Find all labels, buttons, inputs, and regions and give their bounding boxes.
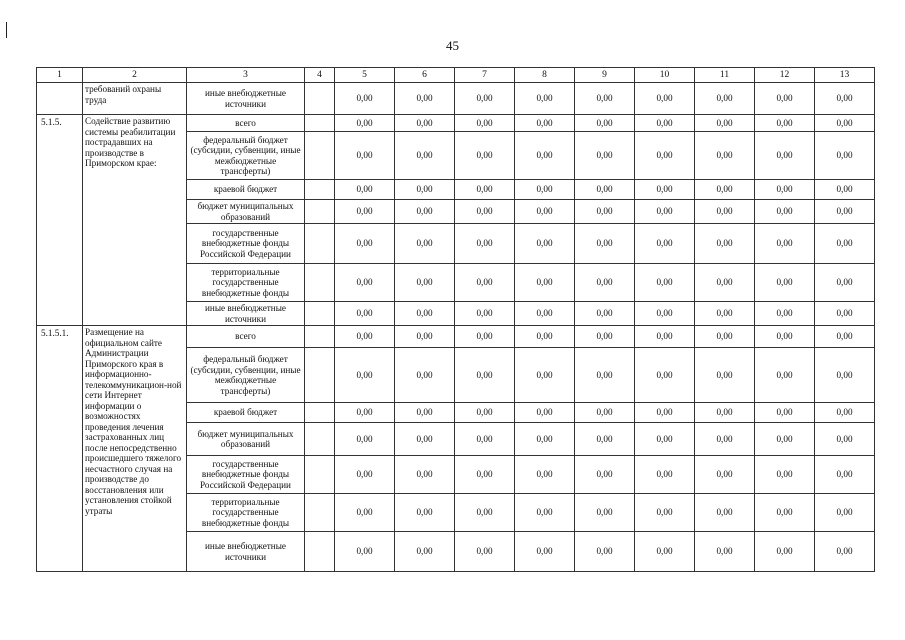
- column-header: 6: [395, 68, 455, 83]
- column-header: 8: [515, 68, 575, 83]
- value-cell: 0,00: [455, 224, 515, 264]
- value-cell: 0,00: [755, 423, 815, 456]
- value-cell: 0,00: [695, 200, 755, 224]
- value-cell: 0,00: [575, 456, 635, 494]
- value-cell: 0,00: [635, 326, 695, 348]
- value-cell: 0,00: [395, 348, 455, 403]
- value-cell: 0,00: [755, 132, 815, 180]
- funding-source: всего: [187, 326, 305, 348]
- value-cell: 0,00: [695, 132, 755, 180]
- value-cell: 0,00: [335, 132, 395, 180]
- value-cell: 0,00: [815, 494, 875, 532]
- value-cell: 0,00: [575, 224, 635, 264]
- value-cell: 0,00: [455, 532, 515, 572]
- value-cell: 0,00: [515, 224, 575, 264]
- empty-cell: [305, 132, 335, 180]
- value-cell: 0,00: [575, 132, 635, 180]
- value-cell: 0,00: [335, 264, 395, 302]
- table-row: [37, 115, 875, 132]
- value-cell: 0,00: [635, 83, 695, 115]
- funding-source: иные внебюджетные источники: [187, 532, 305, 572]
- value-cell: 0,00: [455, 326, 515, 348]
- table-row: [37, 83, 875, 115]
- value-cell: 0,00: [455, 302, 515, 326]
- value-cell: 0,00: [575, 403, 635, 423]
- value-cell: 0,00: [335, 326, 395, 348]
- column-number-row: [37, 68, 875, 83]
- value-cell: 0,00: [395, 423, 455, 456]
- empty-cell: [305, 180, 335, 200]
- value-cell: 0,00: [575, 83, 635, 115]
- value-cell: 0,00: [695, 348, 755, 403]
- value-cell: 0,00: [635, 115, 695, 132]
- value-cell: 0,00: [695, 224, 755, 264]
- value-cell: 0,00: [575, 423, 635, 456]
- value-cell: 0,00: [575, 532, 635, 572]
- value-cell: 0,00: [395, 115, 455, 132]
- value-cell: 0,00: [755, 302, 815, 326]
- value-cell: 0,00: [575, 200, 635, 224]
- funding-source: территориальные государственные внебюджетные фонды: [187, 264, 305, 302]
- value-cell: 0,00: [815, 115, 875, 132]
- value-cell: 0,00: [335, 532, 395, 572]
- value-cell: 0,00: [815, 403, 875, 423]
- value-cell: 0,00: [515, 348, 575, 403]
- value-cell: 0,00: [455, 132, 515, 180]
- value-cell: 0,00: [755, 326, 815, 348]
- funding-source: краевой бюджет: [187, 180, 305, 200]
- value-cell: 0,00: [635, 456, 695, 494]
- value-cell: 0,00: [815, 302, 875, 326]
- value-cell: 0,00: [335, 403, 395, 423]
- value-cell: 0,00: [695, 532, 755, 572]
- value-cell: 0,00: [575, 348, 635, 403]
- empty-cell: [305, 423, 335, 456]
- value-cell: 0,00: [335, 456, 395, 494]
- value-cell: 0,00: [755, 348, 815, 403]
- value-cell: 0,00: [455, 348, 515, 403]
- value-cell: 0,00: [755, 115, 815, 132]
- value-cell: 0,00: [335, 200, 395, 224]
- empty-cell: [305, 456, 335, 494]
- value-cell: 0,00: [815, 264, 875, 302]
- value-cell: 0,00: [755, 224, 815, 264]
- value-cell: 0,00: [335, 224, 395, 264]
- value-cell: 0,00: [335, 115, 395, 132]
- funding-source: территориальные государственные внебюджетные фонды: [187, 494, 305, 532]
- value-cell: 0,00: [575, 494, 635, 532]
- measure-name: Размещение на официальном сайте Администрации Приморского края в информационно-телекоммуникацион-ной сети Интернет информации о возможностях проведения лечения застрахованных лиц после непосредственно происшедшего тяжелого несчастного случая на производстве до восстановления или установления стойкой утраты: [83, 326, 187, 572]
- value-cell: 0,00: [695, 456, 755, 494]
- value-cell: 0,00: [515, 200, 575, 224]
- value-cell: 0,00: [695, 180, 755, 200]
- value-cell: 0,00: [335, 494, 395, 532]
- funding-source: краевой бюджет: [187, 403, 305, 423]
- value-cell: 0,00: [755, 456, 815, 494]
- value-cell: 0,00: [575, 326, 635, 348]
- value-cell: 0,00: [695, 264, 755, 302]
- value-cell: 0,00: [515, 456, 575, 494]
- column-header: 4: [305, 68, 335, 83]
- value-cell: 0,00: [515, 264, 575, 302]
- empty-cell: [305, 348, 335, 403]
- funding-source: иные внебюджетные источники: [187, 302, 305, 326]
- value-cell: 0,00: [395, 200, 455, 224]
- value-cell: 0,00: [335, 83, 395, 115]
- value-cell: 0,00: [455, 403, 515, 423]
- value-cell: 0,00: [695, 83, 755, 115]
- funding-source: федеральный бюджет (субсидии, субвенции, иные межбюджетные трансферты): [187, 348, 305, 403]
- value-cell: 0,00: [815, 532, 875, 572]
- funding-source: государственные внебюджетные фонды Российской Федерации: [187, 224, 305, 264]
- funding-source: бюджет муниципальных образований: [187, 200, 305, 224]
- value-cell: 0,00: [395, 456, 455, 494]
- value-cell: 0,00: [455, 494, 515, 532]
- funding-source: бюджет муниципальных образований: [187, 423, 305, 456]
- value-cell: 0,00: [755, 83, 815, 115]
- value-cell: 0,00: [635, 132, 695, 180]
- budget-table: [36, 67, 875, 572]
- value-cell: 0,00: [395, 494, 455, 532]
- value-cell: 0,00: [335, 302, 395, 326]
- value-cell: 0,00: [575, 115, 635, 132]
- value-cell: 0,00: [815, 180, 875, 200]
- empty-cell: [305, 494, 335, 532]
- empty-cell: [305, 83, 335, 115]
- value-cell: 0,00: [395, 83, 455, 115]
- column-header: 1: [37, 68, 83, 83]
- value-cell: 0,00: [515, 83, 575, 115]
- funding-source: иные внебюджетные источники: [187, 83, 305, 115]
- value-cell: 0,00: [515, 494, 575, 532]
- value-cell: 0,00: [515, 180, 575, 200]
- value-cell: 0,00: [815, 348, 875, 403]
- value-cell: 0,00: [515, 532, 575, 572]
- value-cell: 0,00: [695, 326, 755, 348]
- value-cell: 0,00: [515, 115, 575, 132]
- measure-name: требований охраны труда: [83, 83, 187, 115]
- value-cell: 0,00: [395, 264, 455, 302]
- empty-cell: [305, 115, 335, 132]
- value-cell: 0,00: [815, 83, 875, 115]
- value-cell: 0,00: [635, 423, 695, 456]
- value-cell: 0,00: [695, 494, 755, 532]
- value-cell: 0,00: [755, 264, 815, 302]
- empty-cell: [305, 200, 335, 224]
- row-code: 5.1.5.: [37, 115, 83, 326]
- value-cell: 0,00: [455, 83, 515, 115]
- value-cell: 0,00: [455, 200, 515, 224]
- value-cell: 0,00: [515, 423, 575, 456]
- value-cell: 0,00: [695, 302, 755, 326]
- value-cell: 0,00: [575, 302, 635, 326]
- value-cell: 0,00: [395, 532, 455, 572]
- value-cell: 0,00: [635, 302, 695, 326]
- page-number: 45: [446, 38, 459, 53]
- value-cell: 0,00: [695, 403, 755, 423]
- column-header: 13: [815, 68, 875, 83]
- table-row: [37, 326, 875, 348]
- value-cell: 0,00: [755, 180, 815, 200]
- value-cell: 0,00: [335, 180, 395, 200]
- value-cell: 0,00: [635, 200, 695, 224]
- value-cell: 0,00: [455, 115, 515, 132]
- value-cell: 0,00: [755, 200, 815, 224]
- funding-source: всего: [187, 115, 305, 132]
- empty-cell: [305, 403, 335, 423]
- value-cell: 0,00: [635, 532, 695, 572]
- value-cell: 0,00: [455, 180, 515, 200]
- row-code: 5.1.5.1.: [37, 326, 83, 572]
- value-cell: 0,00: [635, 264, 695, 302]
- value-cell: 0,00: [695, 115, 755, 132]
- value-cell: 0,00: [515, 403, 575, 423]
- column-header: 7: [455, 68, 515, 83]
- value-cell: 0,00: [395, 224, 455, 264]
- value-cell: 0,00: [395, 302, 455, 326]
- value-cell: 0,00: [815, 224, 875, 264]
- column-header: 2: [83, 68, 187, 83]
- empty-cell: [305, 532, 335, 572]
- value-cell: 0,00: [395, 132, 455, 180]
- empty-cell: [305, 224, 335, 264]
- value-cell: 0,00: [815, 326, 875, 348]
- column-header: 3: [187, 68, 305, 83]
- value-cell: 0,00: [635, 348, 695, 403]
- empty-cell: [305, 264, 335, 302]
- column-header: 5: [335, 68, 395, 83]
- empty-cell: [305, 326, 335, 348]
- value-cell: 0,00: [395, 403, 455, 423]
- value-cell: 0,00: [815, 423, 875, 456]
- row-code: [37, 83, 83, 115]
- scan-artifact-line: [6, 22, 7, 38]
- value-cell: 0,00: [515, 132, 575, 180]
- value-cell: 0,00: [515, 326, 575, 348]
- value-cell: 0,00: [455, 456, 515, 494]
- column-header: 12: [755, 68, 815, 83]
- column-header: 11: [695, 68, 755, 83]
- funding-source: федеральный бюджет (субсидии, субвенции, иные межбюджетные трансферты): [187, 132, 305, 180]
- measure-name: Содействие развитию системы реабилитации пострадавших на производстве в Приморском крае:: [83, 115, 187, 326]
- value-cell: 0,00: [755, 532, 815, 572]
- value-cell: 0,00: [635, 494, 695, 532]
- column-header: 10: [635, 68, 695, 83]
- value-cell: 0,00: [635, 180, 695, 200]
- value-cell: 0,00: [815, 456, 875, 494]
- value-cell: 0,00: [635, 224, 695, 264]
- value-cell: 0,00: [515, 302, 575, 326]
- column-header: 9: [575, 68, 635, 83]
- value-cell: 0,00: [455, 264, 515, 302]
- value-cell: 0,00: [395, 180, 455, 200]
- value-cell: 0,00: [695, 423, 755, 456]
- value-cell: 0,00: [455, 423, 515, 456]
- value-cell: 0,00: [335, 423, 395, 456]
- value-cell: 0,00: [755, 494, 815, 532]
- value-cell: 0,00: [815, 200, 875, 224]
- value-cell: 0,00: [575, 264, 635, 302]
- value-cell: 0,00: [395, 326, 455, 348]
- value-cell: 0,00: [335, 348, 395, 403]
- value-cell: 0,00: [815, 132, 875, 180]
- value-cell: 0,00: [575, 180, 635, 200]
- empty-cell: [305, 302, 335, 326]
- value-cell: 0,00: [755, 403, 815, 423]
- funding-source: государственные внебюджетные фонды Российской Федерации: [187, 456, 305, 494]
- value-cell: 0,00: [635, 403, 695, 423]
